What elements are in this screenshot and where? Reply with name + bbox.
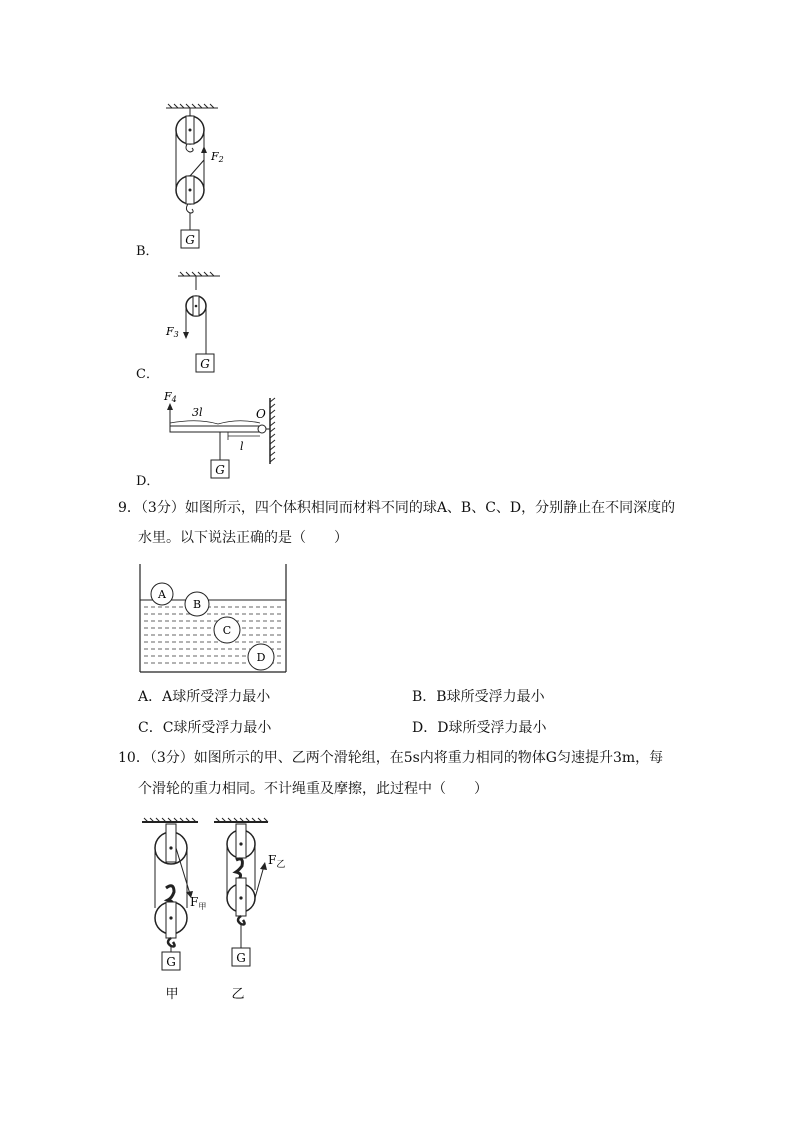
force-arrow	[201, 146, 207, 153]
lever-bar	[170, 426, 262, 432]
q9-choice-b[interactable]: B．B球所受浮力最小	[412, 689, 545, 705]
q9-choice-d[interactable]: D．D球所受浮力最小	[412, 720, 547, 736]
q9-choice-c[interactable]: C．C球所受浮力最小	[138, 720, 272, 736]
weight-label-jia: G	[166, 955, 176, 969]
force-label: F2	[211, 150, 224, 164]
caption-yi: 乙	[231, 987, 245, 1002]
figure-option-d	[158, 388, 284, 484]
question-10-line-1: 10．（3分）如图所示的甲、乙两个滑轮组，在5s内将重力相同的物体G匀速提升3m，每	[118, 750, 664, 766]
weight-label-yi: G	[236, 951, 246, 965]
ball-c-label: C	[222, 624, 232, 637]
force-label-jia: $F_甲$	[190, 895, 207, 911]
ball-b-label: B	[192, 598, 202, 611]
long-arm-label: 3l	[192, 406, 203, 419]
force-label-yi: $F_乙$	[268, 853, 286, 870]
ball-a-label: A	[158, 588, 166, 601]
option-c-label: C．	[136, 367, 159, 382]
short-arm-label: l	[240, 440, 244, 453]
force-label: F4	[164, 390, 177, 404]
figure-option-c	[158, 266, 238, 378]
force-arrow	[183, 332, 189, 339]
weight-label: G	[185, 233, 195, 247]
pulley-system-yi	[214, 818, 285, 966]
figure-option-b	[150, 98, 250, 252]
weight-label: G	[215, 463, 225, 477]
force-label: F3	[166, 325, 179, 339]
pivot-label: O	[256, 407, 266, 421]
question-9-line-2: 水里。以下说法正确的是（ ）	[138, 530, 348, 546]
option-b-label: B．	[136, 244, 159, 259]
figure-question-9	[138, 560, 290, 676]
question-9-line-1: 9．（3分）如图所示，四个体积相同而材料不同的球A、B、C、D，分别静止在不同深度的	[118, 500, 676, 516]
pulley-system-jia	[142, 818, 206, 970]
option-d-label: D．	[136, 474, 160, 489]
ball-d-label: D	[256, 651, 266, 664]
weight-label: G	[200, 357, 210, 371]
force-arrow	[167, 403, 173, 410]
question-10-line-2: 个滑轮的重力相同。不计绳重及摩擦，此过程中（ ）	[138, 781, 488, 797]
pivot	[258, 425, 266, 433]
figure-question-10	[138, 812, 298, 1004]
ceiling-hatch	[166, 104, 218, 108]
q9-choice-a[interactable]: A．A球所受浮力最小	[138, 689, 271, 705]
caption-jia: 甲	[165, 987, 179, 1002]
